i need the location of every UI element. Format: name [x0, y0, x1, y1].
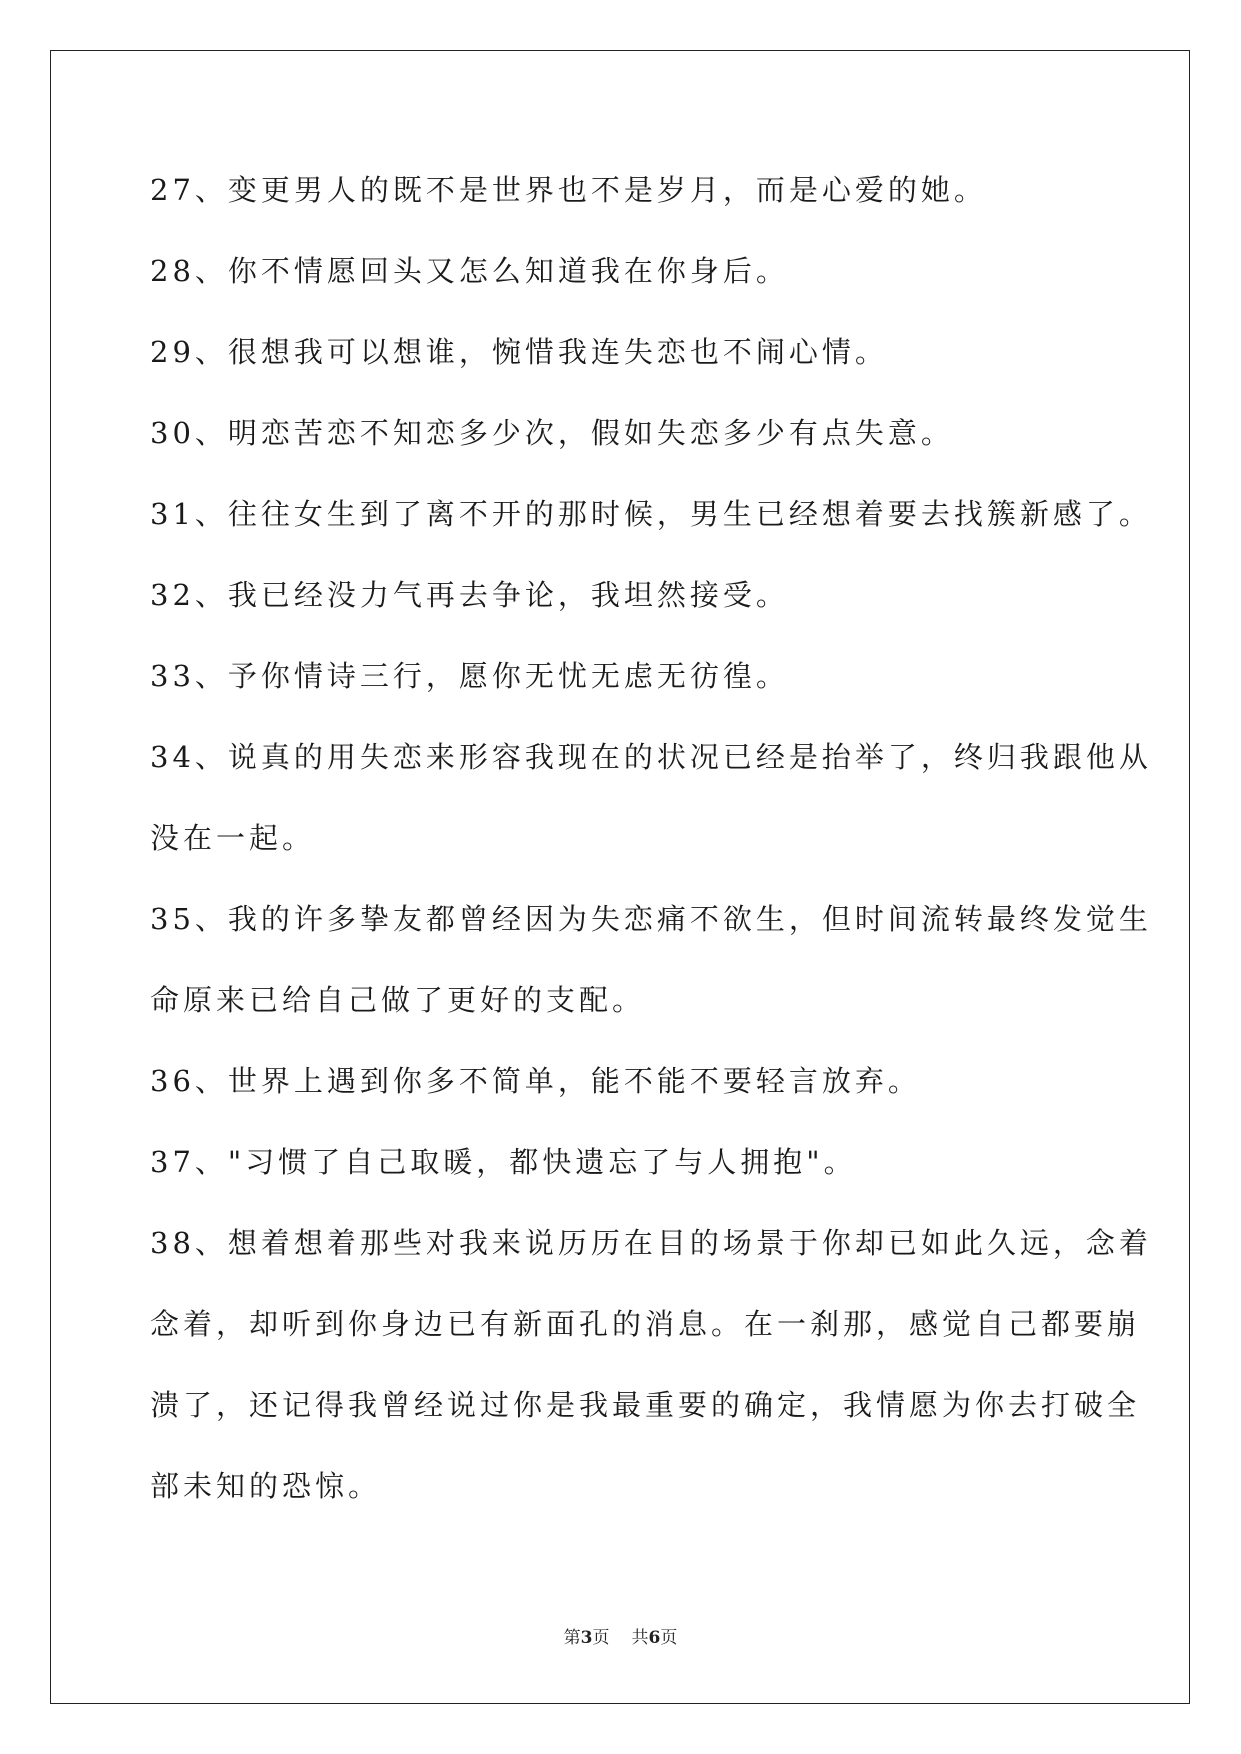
footer-prefix: 第	[563, 1628, 581, 1648]
text-line: 31、往往女生到了离不开的那时候，男生已经想着要去找簇新感了。	[150, 497, 1152, 531]
text-line: 36、世界上遇到你多不简单，能不能不要轻言放弃。	[150, 1064, 921, 1098]
text-line: 34、说真的用失恋来形容我现在的状况已经是抬举了，终归我跟他从	[150, 740, 1152, 774]
document-body	[150, 160, 1152, 1537]
page-footer	[0, 1623, 1241, 1648]
text-line: 命原来已给自己做了更好的支配。	[150, 983, 646, 1017]
text-line: 27、变更男人的既不是世界也不是岁月，而是心爱的她。	[150, 173, 987, 207]
text-line: 32、我已经没力气再去争论，我坦然接受。	[150, 578, 789, 612]
text-line: 35、我的许多挚友都曾经因为失恋痛不欲生，但时间流转最终发觉生	[150, 902, 1152, 936]
footer-total-prefix: 共	[631, 1628, 649, 1648]
text-line: 念着，却听到你身边已有新面孔的消息。在一刹那，感觉自己都要崩	[150, 1307, 1141, 1341]
total-page-number: 6	[648, 1628, 661, 1648]
text-line: 37、"习惯了自己取暖，都快遗忘了与人拥抱"。	[150, 1145, 857, 1179]
text-line: 29、很想我可以想谁，惋惜我连失恋也不闹心情。	[150, 335, 888, 369]
current-page-number: 3	[580, 1628, 593, 1648]
footer-total-suffix: 页	[660, 1628, 678, 1648]
text-line: 33、予你情诗三行，愿你无忧无虑无彷徨。	[150, 659, 789, 693]
text-line: 溃了，还记得我曾经说过你是我最重要的确定，我情愿为你去打破全	[150, 1388, 1141, 1422]
footer-page-suffix: 页	[592, 1628, 610, 1648]
text-line: 没在一起。	[150, 821, 316, 855]
text-line: 部未知的恐惊。	[150, 1469, 382, 1503]
text-line: 28、你不情愿回头又怎么知道我在你身后。	[150, 254, 789, 288]
text-line: 30、明恋苦恋不知恋多少次，假如失恋多少有点失意。	[150, 416, 954, 450]
text-line: 38、想着想着那些对我来说历历在目的场景于你却已如此久远，念着	[150, 1226, 1152, 1260]
